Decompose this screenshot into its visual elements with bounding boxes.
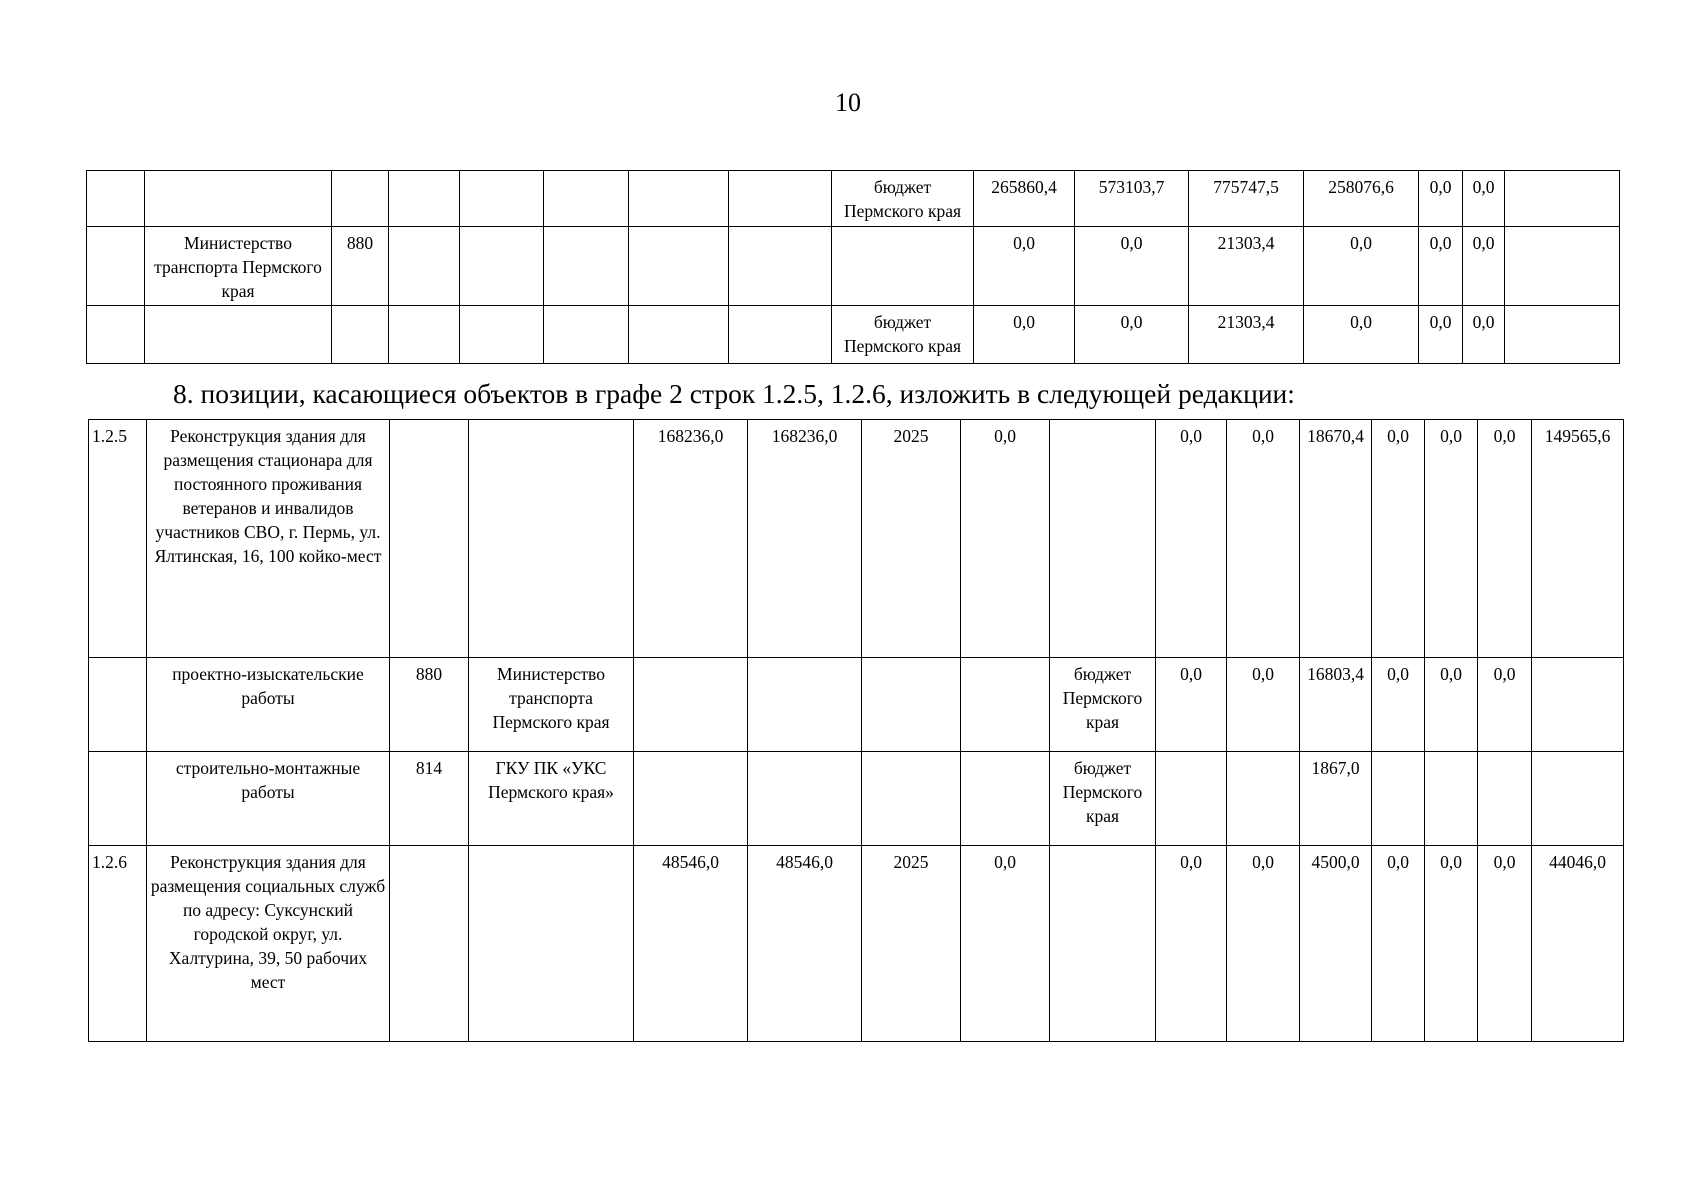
table-cell <box>332 171 389 227</box>
table-cell: 16803,4 <box>1300 658 1372 752</box>
table-cell: 0,0 <box>1419 306 1463 364</box>
work-type-cell: строительно-монтажные работы <box>147 752 390 846</box>
table-cell: 0,0 <box>1463 171 1505 227</box>
table-row <box>89 752 1624 846</box>
table-cell: 0,0 <box>974 306 1075 364</box>
page-number: 10 <box>835 88 861 117</box>
table-cell: 0,0 <box>1304 306 1419 364</box>
table-cell: 0,0 <box>1463 227 1505 306</box>
table-cell <box>1532 658 1624 752</box>
table-cell: 0,0 <box>1372 658 1425 752</box>
object-name-cell: Реконструкция здания для размещения социальных служб по адресу: Суксунский городской округ, ул. Халтурина, 39, 50 рабочих мест <box>147 846 390 1042</box>
table-cell: 21303,4 <box>1189 227 1304 306</box>
table-cell <box>862 752 961 846</box>
funding-source-cell: бюджет Пермского края <box>832 171 974 227</box>
table-cell <box>748 752 862 846</box>
code-cell: 814 <box>390 752 469 846</box>
table-row <box>89 846 1624 1042</box>
table-cell <box>629 227 729 306</box>
table-cell <box>89 752 147 846</box>
table-cell: 0,0 <box>1372 420 1425 658</box>
row-number-cell: 1.2.6 <box>89 846 147 1042</box>
table-cell <box>862 658 961 752</box>
table-cell: 0,0 <box>1425 658 1478 752</box>
table-cell: 0,0 <box>1156 420 1227 658</box>
table-cell <box>1050 846 1156 1042</box>
table-cell: 0,0 <box>1156 658 1227 752</box>
table-cell <box>634 658 748 752</box>
table-cell: 0,0 <box>1478 658 1532 752</box>
table-cell: 0,0 <box>974 227 1075 306</box>
funding-source-cell: бюджет Пермского края <box>1050 752 1156 846</box>
object-name-cell: Реконструкция здания для размещения стационара для постоянного проживания ветеранов и инвалидов участников СВО, г. Пермь, ул. Ялтинская, 16, 100 койко-мест <box>147 420 390 658</box>
table-cell <box>390 420 469 658</box>
table-cell <box>1227 752 1300 846</box>
table-cell <box>460 227 544 306</box>
table-cell: 0,0 <box>1478 846 1532 1042</box>
table-cell <box>89 658 147 752</box>
table-cell: 0,0 <box>1227 846 1300 1042</box>
table-cell <box>1050 420 1156 658</box>
table-cell <box>544 171 629 227</box>
table-cell <box>961 752 1050 846</box>
table-cell: 0,0 <box>1227 420 1300 658</box>
table-cell: 775747,5 <box>1189 171 1304 227</box>
table-cell: 44046,0 <box>1532 846 1624 1042</box>
table-cell: 0,0 <box>961 420 1050 658</box>
table-row <box>87 306 1620 364</box>
table-cell: 1867,0 <box>1300 752 1372 846</box>
table-cell <box>544 306 629 364</box>
table-cell <box>544 227 629 306</box>
table-cell <box>634 752 748 846</box>
agency-cell: ГКУ ПК «УКС Пермского края» <box>469 752 634 846</box>
table-cell: 168236,0 <box>634 420 748 658</box>
table-cell: 2025 <box>862 846 961 1042</box>
table-cell: 0,0 <box>1419 227 1463 306</box>
table-cell: 265860,4 <box>974 171 1075 227</box>
table-cell: 0,0 <box>1425 846 1478 1042</box>
code-cell: 880 <box>390 658 469 752</box>
table-cell: 149565,6 <box>1532 420 1624 658</box>
table-cell <box>1372 752 1425 846</box>
table-row <box>87 227 1620 306</box>
table-cell <box>1505 306 1620 364</box>
table-cell <box>389 306 460 364</box>
table-cell <box>1532 752 1624 846</box>
funding-source-cell: бюджет Пермского края <box>832 306 974 364</box>
row-number-cell: 1.2.5 <box>89 420 147 658</box>
table-cell <box>1505 171 1620 227</box>
table-cell <box>87 171 145 227</box>
table-cell <box>961 658 1050 752</box>
table-cell: 48546,0 <box>634 846 748 1042</box>
table-cell <box>469 420 634 658</box>
table-cell <box>145 171 332 227</box>
table-cell <box>748 658 862 752</box>
table-cell: 0,0 <box>1075 306 1189 364</box>
table-cell: 0,0 <box>961 846 1050 1042</box>
table-cell <box>460 171 544 227</box>
table-cell: 0,0 <box>1156 846 1227 1042</box>
table-cell: 18670,4 <box>1300 420 1372 658</box>
table-cell <box>1478 752 1532 846</box>
table-cell <box>145 306 332 364</box>
table-cell <box>87 227 145 306</box>
table-cell: 2025 <box>862 420 961 658</box>
agency-cell: Министерство транспорта Пермского края <box>469 658 634 752</box>
table-cell: 0,0 <box>1075 227 1189 306</box>
table-cell <box>729 227 832 306</box>
table-cell: 573103,7 <box>1075 171 1189 227</box>
table-cell <box>1505 227 1620 306</box>
table-row <box>89 420 1624 658</box>
continuation-table <box>86 170 1620 364</box>
table-cell <box>87 306 145 364</box>
table-cell: 4500,0 <box>1300 846 1372 1042</box>
table-cell <box>460 306 544 364</box>
table-cell <box>389 171 460 227</box>
table-cell <box>729 171 832 227</box>
amendment-table <box>88 419 1624 1042</box>
agency-cell: Министерство транспорта Пермского края <box>145 227 332 306</box>
amendment-heading: 8. позиции, касающиеся объектов в графе 2 строк 1.2.5, 1.2.6, изложить в следующей редакции: <box>173 378 1295 409</box>
funding-source-cell: бюджет Пермского края <box>1050 658 1156 752</box>
table-cell <box>1425 752 1478 846</box>
table-cell <box>389 227 460 306</box>
table-cell: 0,0 <box>1419 171 1463 227</box>
table-cell: 21303,4 <box>1189 306 1304 364</box>
table-cell <box>832 227 974 306</box>
table-cell <box>332 306 389 364</box>
table-cell: 0,0 <box>1372 846 1425 1042</box>
table-row <box>87 171 1620 227</box>
table-cell: 0,0 <box>1463 306 1505 364</box>
table-cell <box>629 171 729 227</box>
table-cell <box>729 306 832 364</box>
table-cell: 48546,0 <box>748 846 862 1042</box>
table-cell: 258076,6 <box>1304 171 1419 227</box>
table-row <box>89 658 1624 752</box>
table-cell <box>469 846 634 1042</box>
table-cell: 0,0 <box>1478 420 1532 658</box>
code-cell: 880 <box>332 227 389 306</box>
table-cell: 0,0 <box>1304 227 1419 306</box>
table-cell <box>629 306 729 364</box>
work-type-cell: проектно-изыскательские работы <box>147 658 390 752</box>
table-cell: 168236,0 <box>748 420 862 658</box>
table-cell <box>1156 752 1227 846</box>
table-cell: 0,0 <box>1227 658 1300 752</box>
table-cell <box>390 846 469 1042</box>
table-cell: 0,0 <box>1425 420 1478 658</box>
